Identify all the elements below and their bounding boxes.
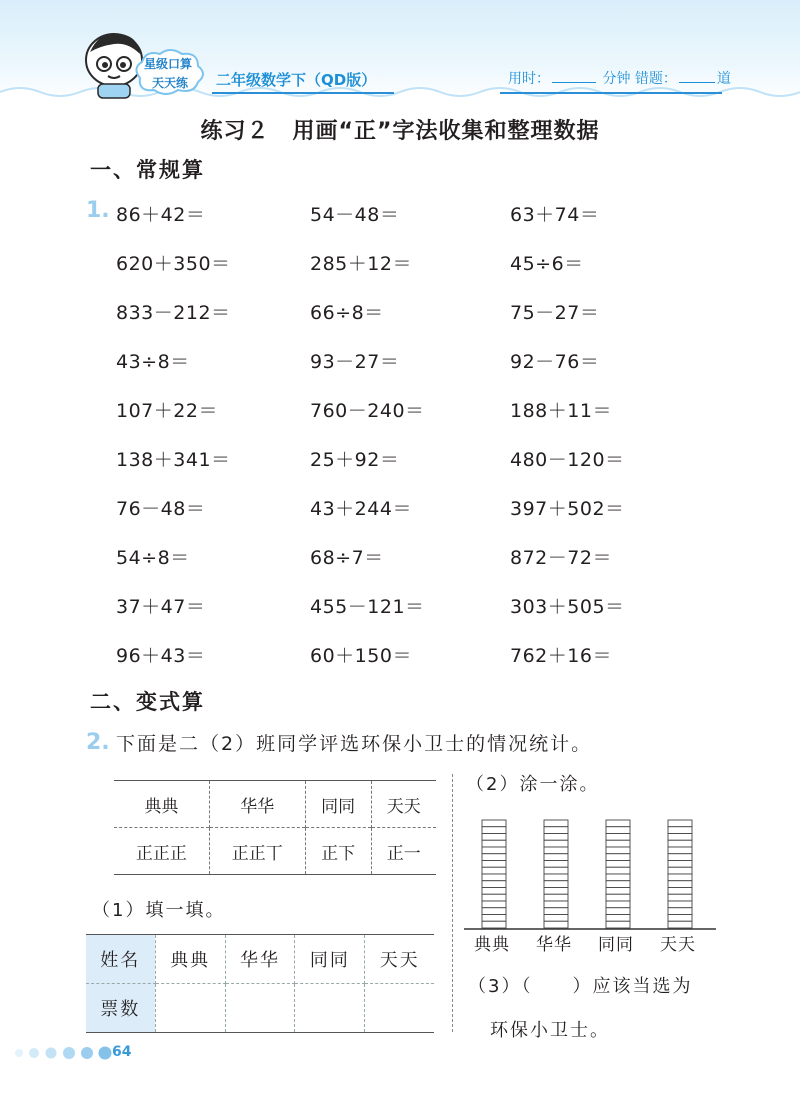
minute-label: 分钟 xyxy=(602,71,631,87)
coloring-bar[interactable] xyxy=(606,820,630,928)
bar-cell[interactable] xyxy=(606,908,630,915)
bar-cell[interactable] xyxy=(606,921,630,928)
fill-votes-cell[interactable] xyxy=(225,984,295,1033)
tally-name: 同同 xyxy=(305,781,371,828)
calc-problem: 75－27＝ xyxy=(510,302,600,324)
bar-cell[interactable] xyxy=(606,901,630,908)
bar-cell[interactable] xyxy=(544,854,568,861)
calc-problem: 872－72＝ xyxy=(510,547,612,569)
tally-name: 典典 xyxy=(114,781,209,828)
fill-header: 天天 xyxy=(365,935,434,984)
bar-cell[interactable] xyxy=(482,820,506,827)
calc-problem: 397＋502＝ xyxy=(510,498,625,520)
part2-label: （2）涂一涂。 xyxy=(466,774,600,795)
bar-cell[interactable] xyxy=(606,867,630,874)
calc-problem: 303＋505＝ xyxy=(510,596,625,618)
calc-problem: 43＋244＝ xyxy=(310,498,412,520)
calc-problem: 760－240＝ xyxy=(310,400,425,422)
tally-name: 天天 xyxy=(371,781,436,828)
tally-mark: 正正丅 xyxy=(209,828,305,875)
calc-problem: 285＋12＝ xyxy=(310,253,412,275)
bar-cell[interactable] xyxy=(544,901,568,908)
bar-cell[interactable] xyxy=(606,834,630,841)
errors-label: 错题： xyxy=(634,71,677,87)
calc-problem: 66÷8＝ xyxy=(310,302,384,324)
tally-name: 华华 xyxy=(209,781,305,828)
fill-header: 同同 xyxy=(295,935,365,984)
bar-cell[interactable] xyxy=(482,894,506,901)
bar-cell[interactable] xyxy=(482,834,506,841)
bar-cell[interactable] xyxy=(606,881,630,888)
calc-problem: 25＋92＝ xyxy=(310,449,400,471)
section1-heading: 一、常规算 xyxy=(90,158,205,182)
bar-cell[interactable] xyxy=(544,908,568,915)
bar-cell[interactable] xyxy=(668,854,692,861)
calc-problem: 86＋42＝ xyxy=(116,204,206,226)
exercise-title: 练习２ 用画“正”字法收集和整理数据 xyxy=(200,119,600,144)
question2-text: 下面是二（2）班同学评选环保小卫士的情况统计。 xyxy=(116,733,593,755)
calc-problem: 92－76＝ xyxy=(510,351,600,373)
fill-votes-cell[interactable] xyxy=(295,984,365,1033)
bar-cell[interactable] xyxy=(606,861,630,868)
bar-cell[interactable] xyxy=(668,894,692,901)
calc-problem: 620＋350＝ xyxy=(116,253,231,275)
footer-dots xyxy=(12,1046,122,1060)
bar-cell[interactable] xyxy=(668,820,692,827)
question2-number: 2. xyxy=(86,730,110,755)
errors-unit: 道 xyxy=(716,71,731,87)
fill-header: 华华 xyxy=(225,935,295,984)
calc-problem: 76－48＝ xyxy=(116,498,206,520)
calc-problem: 43÷8＝ xyxy=(116,351,190,373)
calc-problem: 45÷6＝ xyxy=(510,253,584,275)
bar-cell[interactable] xyxy=(606,847,630,854)
bar-cell[interactable] xyxy=(544,915,568,922)
grade-title: 二年级数学下（QD版） xyxy=(216,71,377,89)
calc-problem: 833－212＝ xyxy=(116,302,231,324)
time-blank[interactable] xyxy=(552,82,596,83)
coloring-bars xyxy=(464,812,716,930)
bar-cell[interactable] xyxy=(544,888,568,895)
calc-problem: 63＋74＝ xyxy=(510,204,600,226)
time-label: 用时： xyxy=(508,71,550,87)
bar-cell[interactable] xyxy=(668,908,692,915)
fill-header: 典典 xyxy=(155,935,225,984)
fill-votes-label: 票数 xyxy=(86,984,155,1033)
bar-cell[interactable] xyxy=(482,867,506,874)
bar-name: 天天 xyxy=(660,935,696,955)
fill-table xyxy=(86,934,434,1033)
bar-cell[interactable] xyxy=(668,834,692,841)
section2-heading: 二、变式算 xyxy=(90,690,205,714)
part3-label: （3）（ ）应该当选为 xyxy=(468,976,693,997)
bar-cell[interactable] xyxy=(606,827,630,834)
bar-cell[interactable] xyxy=(668,867,692,874)
bar-cell[interactable] xyxy=(606,894,630,901)
bar-cell[interactable] xyxy=(668,915,692,922)
calc-problem: 188＋11＝ xyxy=(510,400,612,422)
bar-cell[interactable] xyxy=(668,827,692,834)
bar-cell[interactable] xyxy=(606,820,630,827)
errors-blank[interactable] xyxy=(679,82,715,83)
bar-cell[interactable] xyxy=(482,874,506,881)
calc-problem: 480－120＝ xyxy=(510,449,625,471)
bar-cell[interactable] xyxy=(482,915,506,922)
bar-cell[interactable] xyxy=(482,827,506,834)
bar-name: 典典 xyxy=(474,935,510,955)
bar-name: 华华 xyxy=(536,935,572,955)
bar-cell[interactable] xyxy=(668,888,692,895)
calc-problem: 54－48＝ xyxy=(310,204,400,226)
coloring-bar[interactable] xyxy=(482,820,506,928)
vertical-divider xyxy=(452,774,454,1032)
bar-cell[interactable] xyxy=(668,881,692,888)
page-number: 64 xyxy=(112,1044,132,1060)
grade-underline xyxy=(212,92,394,94)
bar-cell[interactable] xyxy=(482,847,506,854)
fill-votes-cell[interactable] xyxy=(365,984,434,1033)
calc-problem: 96＋43＝ xyxy=(116,645,206,667)
bar-cell[interactable] xyxy=(668,847,692,854)
part1-label: （1）填一填。 xyxy=(92,900,226,921)
question1-number: 1. xyxy=(86,198,110,223)
bar-cell[interactable] xyxy=(544,861,568,868)
brand-line2: 天天练 xyxy=(152,76,189,90)
bar-cell[interactable] xyxy=(544,921,568,928)
bar-cell[interactable] xyxy=(606,888,630,895)
fill-header-name: 姓名 xyxy=(86,935,155,984)
calc-problem: 68÷7＝ xyxy=(310,547,384,569)
bar-cell[interactable] xyxy=(544,840,568,847)
bar-cell[interactable] xyxy=(668,901,692,908)
calc-problem: 762＋16＝ xyxy=(510,645,612,667)
bar-cell[interactable] xyxy=(668,921,692,928)
calc-problem: 455－121＝ xyxy=(310,596,425,618)
brand-line1: 星级口算 xyxy=(144,57,193,71)
calc-problem: 138＋341＝ xyxy=(116,449,231,471)
bar-cell[interactable] xyxy=(544,867,568,874)
bar-cell[interactable] xyxy=(544,881,568,888)
tally-mark: 正正正 xyxy=(114,828,209,875)
bar-cell[interactable] xyxy=(606,915,630,922)
tally-mark: 正⼀ xyxy=(371,828,436,875)
bar-cell[interactable] xyxy=(544,874,568,881)
bar-cell[interactable] xyxy=(544,847,568,854)
coloring-bar[interactable] xyxy=(544,820,568,928)
bar-cell[interactable] xyxy=(482,881,506,888)
time-field xyxy=(508,68,731,88)
bar-cell[interactable] xyxy=(668,874,692,881)
bar-cell[interactable] xyxy=(668,840,692,847)
calc-problem: 93－27＝ xyxy=(310,351,400,373)
bar-cell[interactable] xyxy=(544,894,568,901)
bar-cell[interactable] xyxy=(544,834,568,841)
bar-cell[interactable] xyxy=(482,854,506,861)
bar-name: 同同 xyxy=(598,935,634,955)
bar-cell[interactable] xyxy=(606,854,630,861)
fill-votes-cell[interactable] xyxy=(155,984,225,1033)
bar-cell[interactable] xyxy=(482,901,506,908)
calc-problem: 60＋150＝ xyxy=(310,645,412,667)
bar-cell[interactable] xyxy=(482,840,506,847)
tally-table xyxy=(114,780,436,875)
calc-problem: 54÷8＝ xyxy=(116,547,190,569)
calc-problem: 107＋22＝ xyxy=(116,400,218,422)
calc-problem: 37＋47＝ xyxy=(116,596,206,618)
bar-cell[interactable] xyxy=(482,888,506,895)
bar-cell[interactable] xyxy=(544,827,568,834)
bar-cell[interactable] xyxy=(544,820,568,827)
time-underline xyxy=(500,92,722,94)
bar-cell[interactable] xyxy=(606,840,630,847)
bar-cell[interactable] xyxy=(482,861,506,868)
bar-cell[interactable] xyxy=(668,861,692,868)
tally-mark: 正下 xyxy=(305,828,371,875)
bar-cell[interactable] xyxy=(606,874,630,881)
bar-cell[interactable] xyxy=(482,908,506,915)
part3-label-cont: 环保小卫士。 xyxy=(490,1020,610,1041)
coloring-bar[interactable] xyxy=(668,820,692,928)
bar-cell[interactable] xyxy=(482,921,506,928)
